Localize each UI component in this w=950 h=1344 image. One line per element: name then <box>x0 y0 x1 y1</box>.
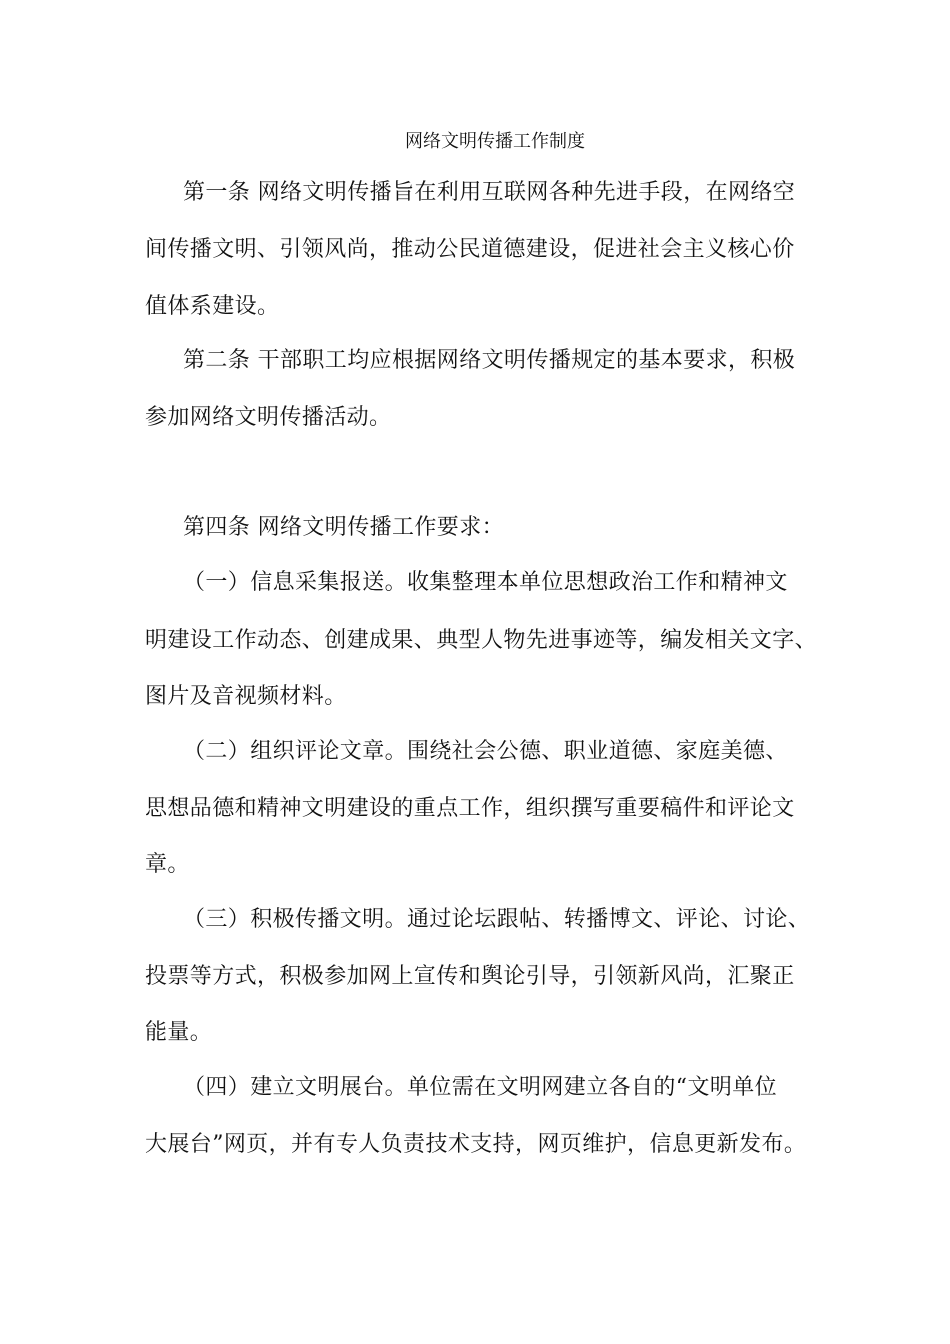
text-line: 参加网络文明传播活动。 <box>145 405 392 430</box>
text-line: （四）建立文明展台。单位需在文明网建立各自的“文明单位 <box>183 1075 778 1100</box>
text-line: 投票等方式，积极参加网上宣传和舆论引导，引领新风尚，汇聚正 <box>145 964 795 989</box>
text-line: 间传播文明、引领风尚，推动公民道德建设，促进社会主义核心价 <box>145 237 795 262</box>
text-line: 大展台”网页，并有专人负责技术支持，网页维护，信息更新发布。 <box>145 1132 807 1157</box>
text-line: 图片及音视频材料。 <box>145 684 347 709</box>
text-line: （三）积极传播文明。通过论坛跟帖、转播博文、评论、讨论、 <box>183 907 811 932</box>
text-line: 章。 <box>145 852 190 877</box>
text-line: 第一条 网络文明传播旨在利用互联网各种先进手段，在网络空 <box>183 180 796 205</box>
text-line: （一）信息采集报送。收集整理本单位思想政治工作和精神文 <box>183 570 788 595</box>
text-line: 明建设工作动态、创建成果、典型人物先进事迹等，编发相关文字、 <box>145 628 818 653</box>
document-title: 网络文明传播工作制度 <box>405 131 585 152</box>
text-line: 能量。 <box>145 1020 213 1045</box>
text-line: 第二条 干部职工均应根据网络文明传播规定的基本要求，积极 <box>183 348 796 373</box>
text-line: 思想品德和精神文明建设的重点工作，组织撰写重要稿件和评论文 <box>145 796 795 821</box>
text-line: （二）组织评论文章。围绕社会公德、职业道德、家庭美德、 <box>183 739 788 764</box>
text-line: 值体系建设。 <box>145 294 280 319</box>
text-line: 第四条 网络文明传播工作要求： <box>183 515 504 540</box>
